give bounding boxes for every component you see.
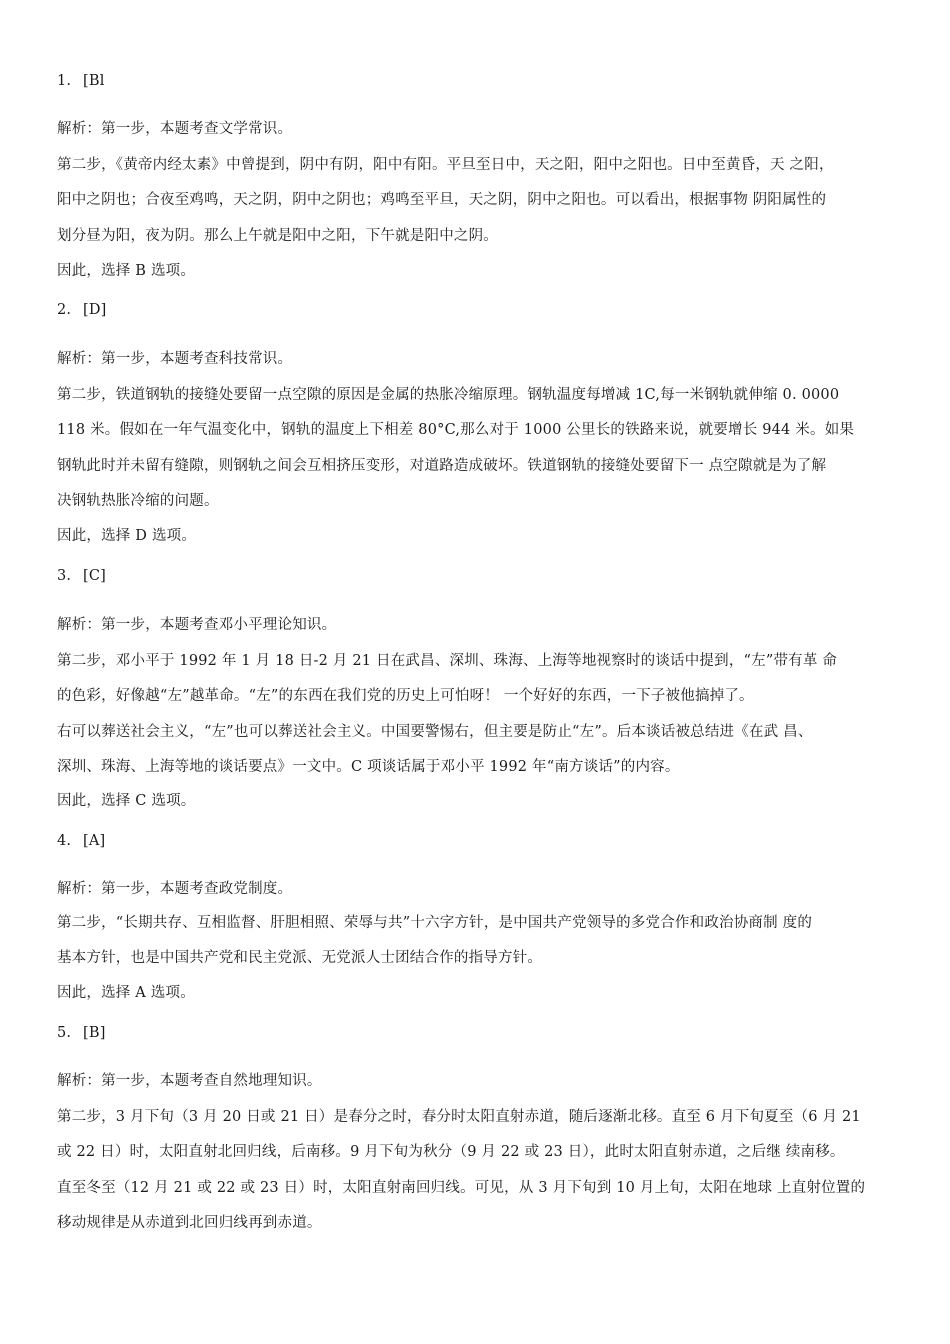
q3-step2-line: 的色彩，好像越“左”越革命。“左”的东西在我们党的历史上可怕呀！ 一个好好的东西，一下子被他搞掉了。 [57,688,754,704]
q1-conclusion: 因此，选择 B 选项。 [57,263,196,279]
q2-step2-line: 钢轨此时并未留有缝隙，则钢轨之间会互相挤压变形，对道路造成破坏。铁道钢轨的接缝处要留下一 点空隙就是为了解 [57,458,827,474]
q2-step2-line: 118 米。假如在一年气温变化中，钢轨的温度上下相差 80°C,那么对于 1000 公里长的铁路来说，就要增长 944 米。如果 [57,422,855,438]
q5-number: 5. [57,1025,72,1041]
q5-step2-line: 或 22 日）时，太阳直射北回归线，后南移。9 月下旬为秋分（9 月 22 或 23 日），此时太阳直射赤道，之后继 续南移。 [57,1144,845,1160]
q4-conclusion: 因此，选择 A 选项。 [57,985,195,1001]
q1-answer: [Bl [83,73,105,89]
q5-answer: [B] [83,1025,106,1041]
q4-analysis: 解析：第一步，本题考查政党制度。 [57,881,293,897]
q2-step2-line: 决钢轨热胀冷缩的问题。 [57,493,219,509]
q2-answer: [D] [83,302,107,318]
q2-heading [57,300,907,320]
q4-number: 4. [57,833,72,849]
q1-heading [57,71,907,91]
q2-analysis: 解析：第一步，本题考查科技常识。 [57,351,293,367]
q2-conclusion: 因此，选择 D 选项。 [57,528,197,544]
q5-step2-line: 第二步，3 月下旬（3 月 20 日或 21 日）是春分之时，春分时太阳直射赤道，随后逐渐北移。直至 6 月下旬夏至（6 月 21 [57,1109,861,1125]
q3-number: 3. [57,568,72,584]
q3-analysis: 解析：第一步，本题考查邓小平理论知识。 [57,617,337,633]
q5-step2-line: 移动规律是从赤道到北回归线再到赤道。 [57,1215,322,1231]
q3-conclusion: 因此，选择 C 选项。 [57,793,196,809]
q5-heading [57,1023,907,1043]
q3-step2-line: 右可以葬送社会主义，“左”也可以葬送社会主义。中国要警惕右，但主要是防止“左”。后本谈话被总结进《在武 昌、 [57,724,813,740]
q4-heading [57,831,907,851]
q4-step2-line: 基本方针，也是中国共产党和民主党派、无党派人士团结合作的指导方针。 [57,950,543,966]
q3-answer: [C] [83,568,107,584]
q2-number: 2. [57,302,72,318]
q1-number: 1. [57,73,72,89]
q5-analysis: 解析：第一步，本题考查自然地理知识。 [57,1073,322,1089]
q1-step2-line: 第二步，《黄帝内经太素》中曾提到，阴中有阴，阳中有阳。平旦至日中，天之阳，阳中之阳也。日中至黄昏，天 之阳， [57,157,834,173]
q4-answer: [A] [83,833,106,849]
q3-heading [57,566,907,586]
q1-step2-line: 阳中之阴也；合夜至鸡鸣，天之阴，阴中之阴也；鸡鸣至平旦，天之阴，阴中之阳也。可以看出，根据事物 阴阳属性的 [57,192,827,208]
q3-step2-line: 深圳、珠海、上海等地的谈话要点》一文中。C 项谈话属于邓小平 1992 年“南方谈话”的内容。 [57,759,680,775]
q2-step2-line: 第二步，铁道钢轨的接缝处要留一点空隙的原因是金属的热胀冷缩原理。钢轨温度每增减 1C,每一米钢轨就伸缩 0. 0000 [57,387,840,403]
q5-step2-line: 直至冬至（12 月 21 或 22 或 23 日）时，太阳直射南回归线。可见，从 3 月下旬到 10 月上旬，太阳在地球 上直射位置的 [57,1180,866,1196]
q1-step2-line: 划分昼为阳，夜为阴。那么上午就是阳中之阳，下午就是阳中之阴。 [57,228,498,244]
q1-analysis: 解析：第一步，本题考查文学常识。 [57,121,293,137]
q4-step2-line: 第二步，“长期共存、互相监督、肝胆相照、荣辱与共”十六字方针，是中国共产党领导的多党合作和政治协商制 度的 [57,915,813,931]
q3-step2-line: 第二步，邓小平于 1992 年 1 月 18 日-2 月 21 日在武昌、深圳、珠海、上海等地视察时的谈话中提到，“左”带有革 命 [57,653,838,669]
